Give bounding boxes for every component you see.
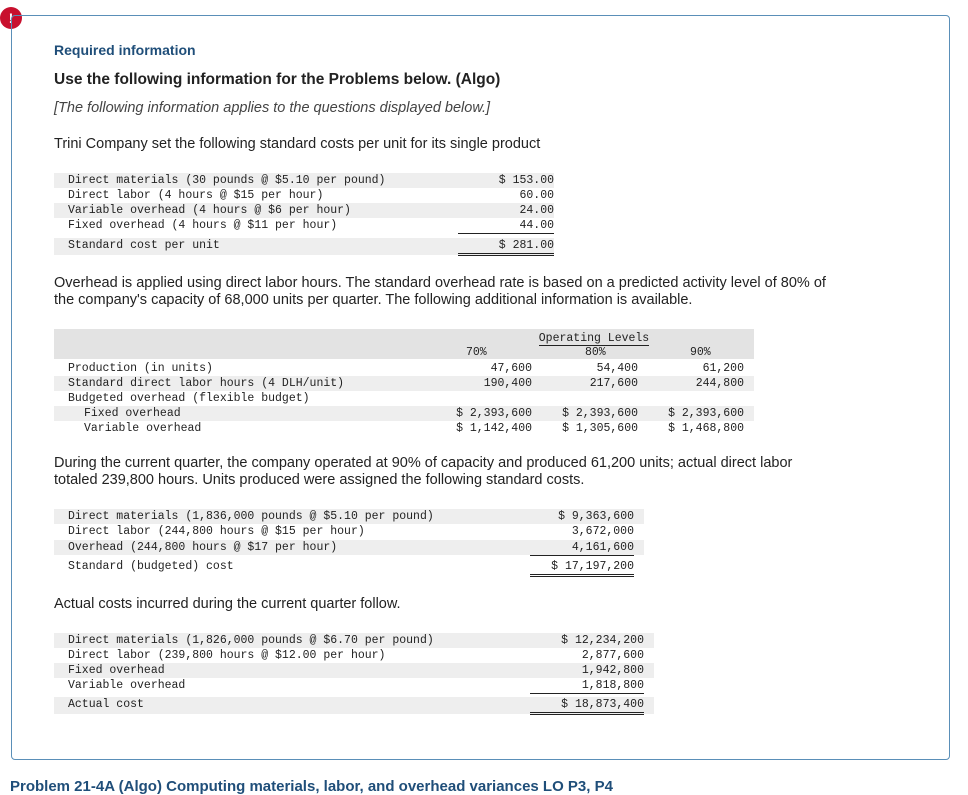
total-row: Actual cost $ 18,873,400: [54, 697, 654, 714]
subtitle: Use the following information for the Problems below. (Algo): [54, 71, 501, 88]
table-row: Standard direct labor hours (4 DLH/unit) 190,400 217,600 244,800: [54, 376, 754, 391]
table-row: Direct materials (1,836,000 pounds @ $5.10 per pound) $ 9,363,600: [54, 509, 644, 524]
overhead-paragraph-line2: the company's capacity of 68,000 units per quarter. The following additional information is available.: [54, 292, 693, 308]
required-heading: Required information: [54, 42, 196, 58]
table-row: Production (in units) 47,600 54,400 61,200: [68, 362, 744, 375]
note: [The following information applies to the questions displayed below.]: [54, 100, 491, 116]
table-row: Budgeted overhead (flexible budget): [68, 392, 310, 405]
quarter-paragraph-line1: During the current quarter, the company operated at 90% of capacity and produced 61,200 units; actual direct labor: [54, 455, 793, 471]
table-row: Direct labor (239,800 hours @ $12.00 per hour) 2,877,600: [68, 649, 644, 662]
alert-icon: !: [0, 7, 22, 29]
table-row: Fixed overhead 1,942,800: [54, 663, 654, 678]
next-problem-title: Problem 21-4A (Algo) Computing materials, labor, and overhead variances LO P3, P4: [10, 778, 613, 795]
operating-levels-title: Operating Levels: [538, 332, 650, 345]
table-row: Direct labor (4 hours @ $15 per hour) 60.00: [68, 189, 554, 202]
intro-text: Trini Company set the following standard costs per unit for its single product: [54, 136, 541, 152]
level-80: 80%: [585, 346, 606, 359]
table-row: Direct materials (30 pounds @ $5.10 per pound) $ 153.00: [54, 173, 554, 188]
info-panel: [11, 15, 950, 760]
table-row: Overhead (244,800 hours @ $17 per hour) 4,161,600: [54, 540, 644, 555]
overhead-paragraph-line1: Overhead is applied using direct labor hours. The standard overhead rate is based on a predicted activity level of 80% of: [54, 275, 826, 291]
table-row: Fixed overhead $ 2,393,600 $ 2,393,600 $ 2,393,600: [54, 406, 754, 421]
table-row: Variable overhead (4 hours @ $6 per hour) 24.00: [54, 203, 554, 218]
actual-costs-intro: Actual costs incurred during the current quarter follow.: [54, 596, 401, 612]
level-70: 70%: [466, 346, 487, 359]
total-row: Standard cost per unit $ 281.00: [54, 238, 554, 255]
table-row: Direct labor (244,800 hours @ $15 per hour) 3,672,000: [68, 525, 634, 538]
table-row: Fixed overhead (4 hours @ $11 per hour) 44.00: [68, 219, 554, 232]
level-90: 90%: [690, 346, 711, 359]
total-row: Standard (budgeted) cost $ 17,197,200: [54, 559, 644, 576]
table-row: Variable overhead 1,818,800: [68, 679, 644, 692]
levels-header: [434, 345, 754, 360]
table-row: Direct materials (1,826,000 pounds @ $6.70 per pound) $ 12,234,200: [54, 633, 654, 648]
table-row: Variable overhead $ 1,142,400 $ 1,305,600 $ 1,468,800: [84, 422, 744, 435]
quarter-paragraph-line2: totaled 239,800 hours. Units produced were assigned the following standard costs.: [54, 472, 585, 488]
